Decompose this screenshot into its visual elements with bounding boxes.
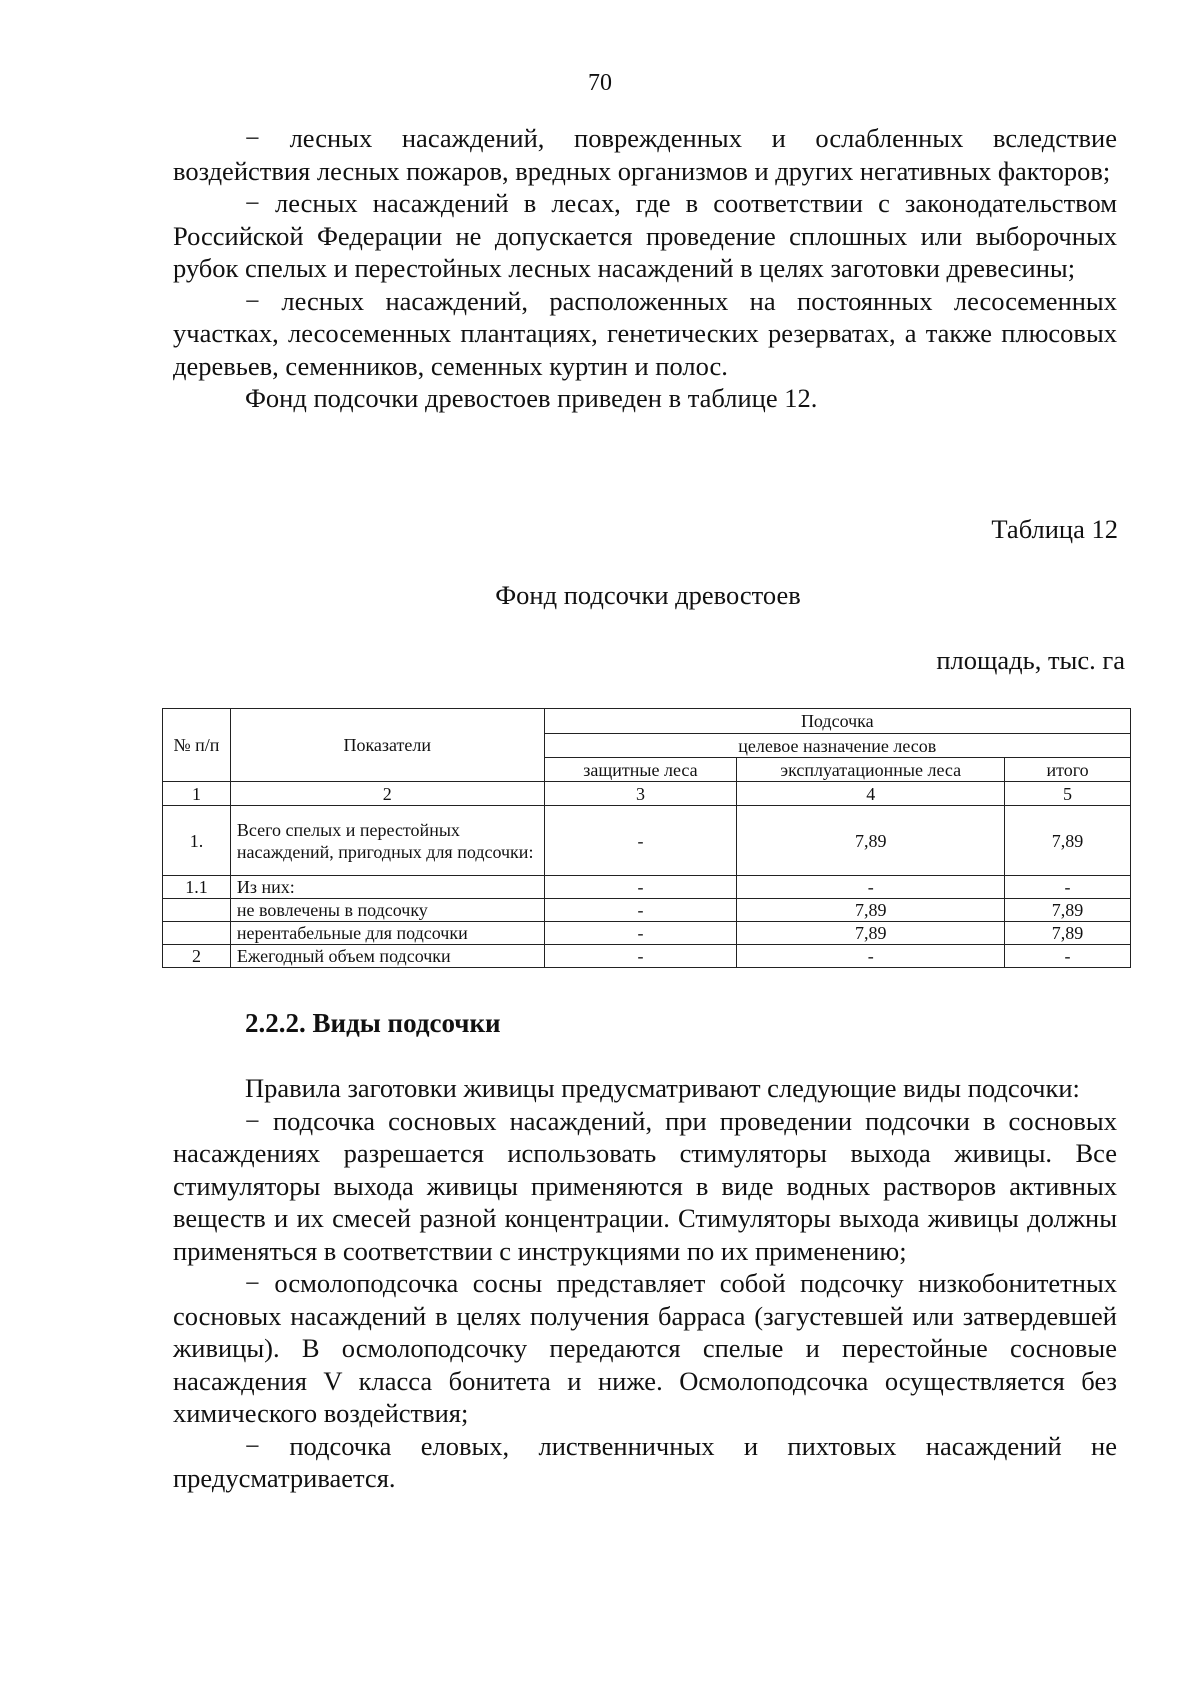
row-num xyxy=(163,899,231,922)
column-number: 2 xyxy=(230,782,544,806)
table-title: Фонд подсочки древостоев xyxy=(495,580,801,610)
row-exploitation: - xyxy=(737,876,1005,899)
header-exploitation: эксплуатационные леса xyxy=(737,758,1005,782)
table-row xyxy=(163,876,1131,899)
column-number: 3 xyxy=(544,782,737,806)
row-total: 7,89 xyxy=(1005,922,1131,945)
row-protective: - xyxy=(544,899,737,922)
row-protective: - xyxy=(544,806,737,876)
column-number: 1 xyxy=(163,782,231,806)
section-text xyxy=(173,1072,1117,1495)
row-protective: - xyxy=(544,945,737,968)
paragraph: − подсочка сосновых насаждений, при проведении подсочки в сосновых насаждениях разрешается использовать стимуляторы выхода живицы. Все стимуляторы выхода живицы применяются в виде водных растворов активных веществ и их смесей разной концентрации. Стимуляторы выхода живицы должны применяться в соответствии с инструкциями по их применению; xyxy=(173,1105,1117,1266)
row-exploitation: 7,89 xyxy=(737,899,1005,922)
row-total: - xyxy=(1005,945,1131,968)
header-num: № п/п xyxy=(163,709,231,782)
header-purpose: целевое назначение лесов xyxy=(544,734,1130,758)
column-number: 5 xyxy=(1005,782,1131,806)
page-number: 70 xyxy=(588,70,612,96)
row-protective: - xyxy=(544,922,737,945)
table-row xyxy=(163,922,1131,945)
paragraph: Фонд подсочки древостоев приведен в таблице 12. xyxy=(245,383,818,413)
row-protective: - xyxy=(544,876,737,899)
row-indicator: Из них: xyxy=(230,876,544,899)
row-num xyxy=(163,922,231,945)
row-total: - xyxy=(1005,876,1131,899)
header-indicators: Показатели xyxy=(230,709,544,782)
table-row xyxy=(163,899,1131,922)
row-exploitation: 7,89 xyxy=(737,922,1005,945)
row-num: 1.1 xyxy=(163,876,231,899)
table-label: Таблица 12 xyxy=(991,514,1118,544)
row-indicator: нерентабельные для подсочки xyxy=(230,922,544,945)
resin-tapping-table xyxy=(162,708,1131,968)
header-podsochka: Подсочка xyxy=(544,709,1130,734)
row-total: 7,89 xyxy=(1005,806,1131,876)
paragraph: − подсочка еловых, лиственничных и пихтовых насаждений не предусматривается. xyxy=(173,1430,1117,1493)
units-label: площадь, тыс. га xyxy=(936,645,1125,675)
table-row xyxy=(163,945,1131,968)
paragraph: Правила заготовки живицы предусматривают следующие виды подсочки: xyxy=(245,1073,1080,1103)
column-number-row xyxy=(163,782,1131,806)
header-total: итого xyxy=(1005,758,1131,782)
row-total: 7,89 xyxy=(1005,899,1131,922)
row-exploitation: 7,89 xyxy=(737,806,1005,876)
row-indicator: Ежегодный объем подсочки xyxy=(230,945,544,968)
section-heading: 2.2.2. Виды подсочки xyxy=(245,1008,501,1038)
column-number: 4 xyxy=(737,782,1005,806)
header-protective: защитные леса xyxy=(544,758,737,782)
row-indicator: Всего спелых и перестойных насаждений, пригодных для подсочки: xyxy=(230,806,544,876)
intro-text xyxy=(173,122,1117,415)
paragraph: − лесных насаждений в лесах, где в соответствии с законодательством Российской Федерации не допускается проведение сплошных или выборочных рубок спелых и перестойных лесных насаждений в целях заготовки древесины; xyxy=(173,188,1117,283)
paragraph: − осмолоподсочка сосны представляет собой подсочку низкобонитетных сосновых насаждений в целях получения барраса (загустевшей или затвердевшей живицы). В осмолоподсочку передаются спелые и перестойные сосновые насаждения V класса бонитета и ниже. Осмолоподсочка осуществляется без химического воздействия; xyxy=(173,1268,1117,1428)
paragraph: − лесных насаждений, поврежденных и ослабленных вследствие воздействия лесных пожаров, вредных организмов и других негативных факторов; xyxy=(173,123,1117,186)
table-row xyxy=(163,806,1131,876)
row-num: 1. xyxy=(163,806,231,876)
row-exploitation: - xyxy=(737,945,1005,968)
row-indicator: не вовлечены в подсочку xyxy=(230,899,544,922)
paragraph: − лесных насаждений, расположенных на постоянных лесосеменных участках, лесосеменных плантациях, генетических резерватах, а также плюсовых деревьев, семенников, семенных куртин и полос. xyxy=(173,285,1117,381)
row-num: 2 xyxy=(163,945,231,968)
